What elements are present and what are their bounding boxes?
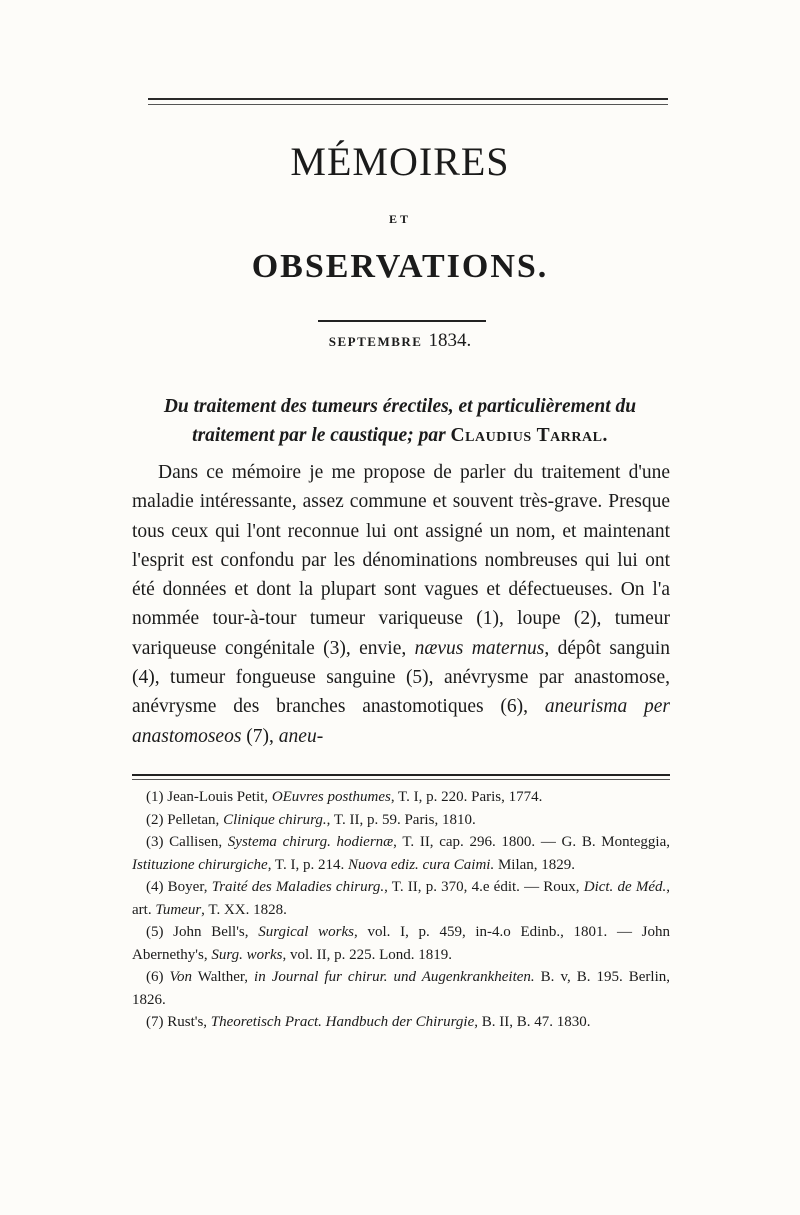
- footnote-6: (6) Von Walther, in Journal fur chirur. und Augenkrankheiten. B. v, B. 195. Berlin, 1826.: [132, 969, 671, 1008]
- body-text-1: Dans ce mémoire je me propose de parler du traitement d'une maladie intéressante, assez commune et souvent très-grave. Presque tous ceux qui l'ont reconnue lui ont assigné un nom, et maintenant l'esprit est confondu par les dénominations nombreuses qui lui ont été données et dont la plupart sont vagues et défectueuses. On l'a nommée tour-à-tour tumeur variqueuse (1), loupe (2), tumeur variqueuse congénitale (3), envie,: [132, 462, 670, 659]
- footnote-4: (4) Boyer, Traité des Maladies chirurg., T. II, p. 370, 4.e édit. — Roux, Dict. de Méd., art. Tumeur, T. XX. 1828.: [132, 879, 670, 918]
- section-title: MÉMOIRES: [290, 139, 510, 184]
- body-italic-2: aneurisma per anastomoseos: [132, 696, 671, 747]
- section-subtitle: OBSERVATIONS.: [251, 248, 549, 285]
- article-author: Claudius Tarral.: [450, 425, 608, 446]
- footnotes: [132, 786, 670, 1034]
- body-text-2: , dépôt sanguin (4), tumeur fongueuse sanguine (5), anévrysme par anastomose, anévrysme des branches anastomotiques (6),: [132, 637, 670, 718]
- footnote-7: (7) Rust's, Theoretisch Pract. Handbuch der Chirurgie, B. II, B. 47. 1830.: [146, 1014, 591, 1030]
- header-double-rule-thin: [148, 104, 668, 105]
- issue-year: 1834.: [428, 330, 472, 351]
- footnote-3: (3) Callisen, Systema chirurg. hodiernæ, T. II, cap. 296. 1800. — G. B. Monteggia, Istituzione chirurgiche, T. I, p. 214. Nuova ediz. cura Caimi. Milan, 1829.: [132, 834, 670, 873]
- footnote-5: (5) John Bell's, Surgical works, vol. I, p. 459, in-4.o Edinb., 1801. — John Abernethy's, Surg. works, vol. II, p. 225. Lond. 1819.: [132, 924, 670, 963]
- article-body: [132, 458, 670, 751]
- article-heading: [130, 392, 670, 450]
- body-text-3: (7),: [246, 725, 274, 747]
- footnote-2: (2) Pelletan, Clinique chirurg., T. II, p. 59. Paris, 1810.: [146, 811, 476, 828]
- article-title: Du traitement des tumeurs érectiles, et particulièrement du traitement par le caustique; par: [163, 396, 637, 446]
- issue-date: [130, 330, 670, 352]
- issue-month: SEPTEMBRE: [328, 334, 423, 349]
- body-italic-1: nævus maternus: [414, 637, 545, 659]
- header-double-rule: [148, 98, 668, 100]
- body-paragraph: [132, 458, 670, 751]
- date-rule: [318, 320, 486, 322]
- footnote-rule-thin: [132, 779, 670, 780]
- body-italic-3: aneu-: [278, 725, 324, 747]
- footnote-rule: [132, 774, 670, 776]
- footnote-1: (1) Jean-Louis Petit, OEuvres posthumes, T. I, p. 220. Paris, 1774.: [146, 789, 543, 805]
- section-conjunction: ET: [388, 212, 411, 226]
